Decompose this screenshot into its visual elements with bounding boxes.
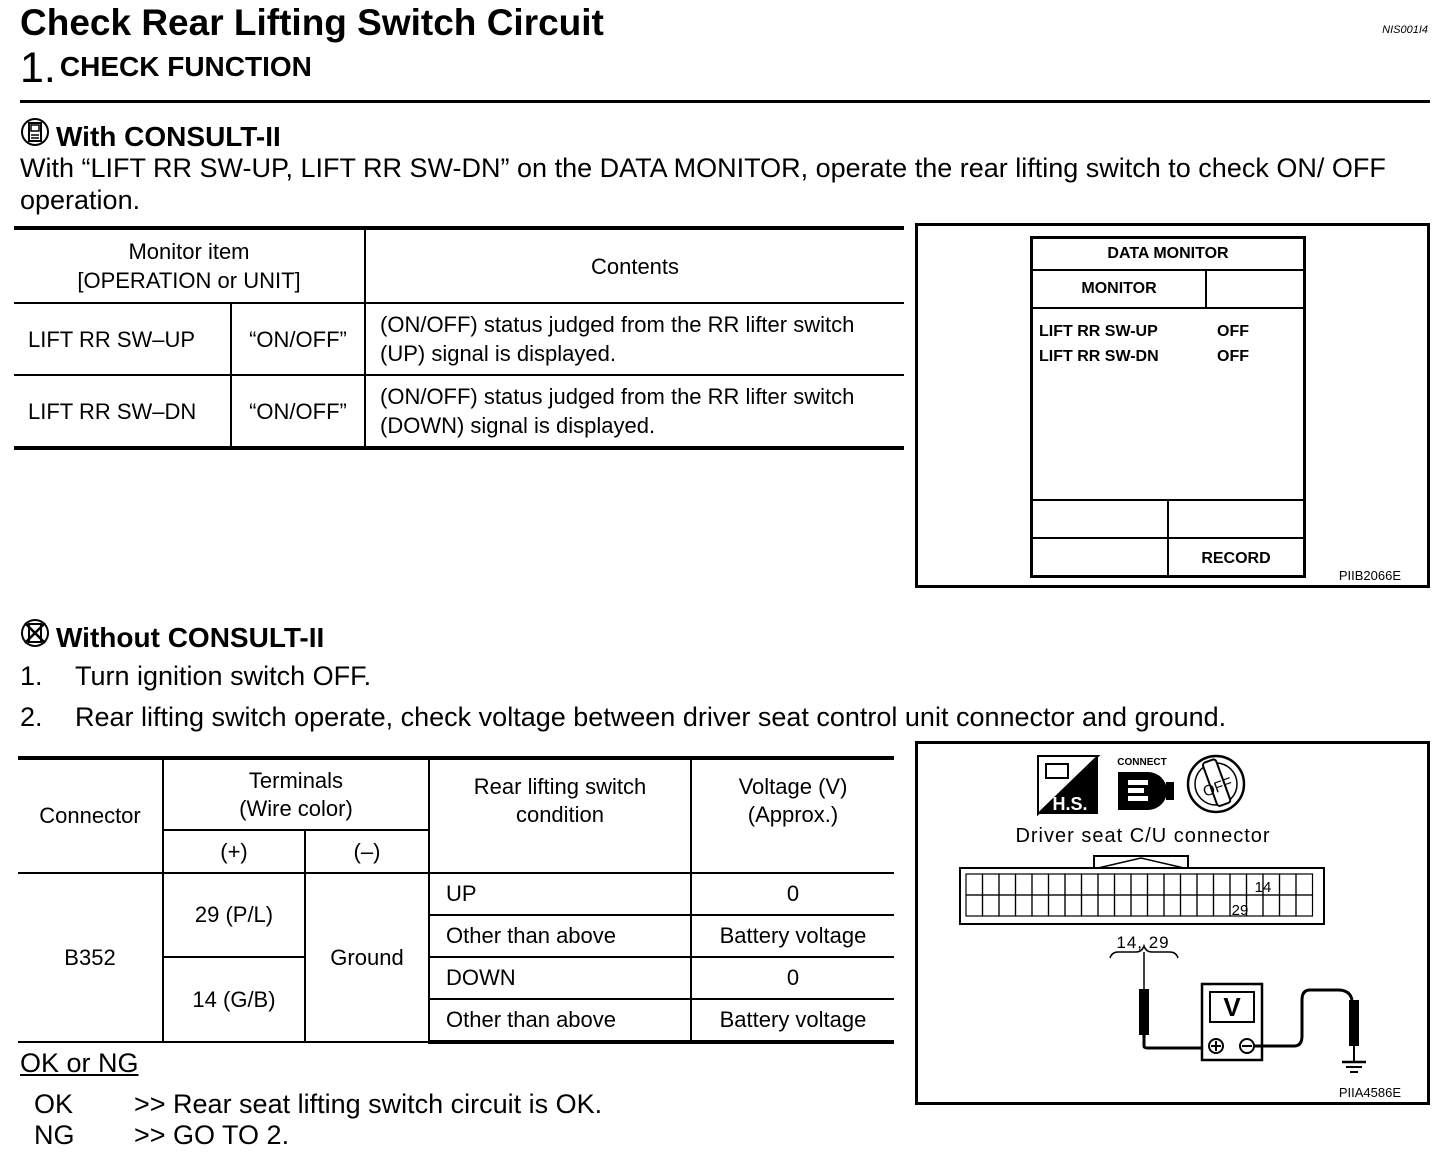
voltage-check-table — [18, 756, 894, 1044]
monitor-item-cell: LIFT RR SW–DN — [14, 375, 231, 448]
connector-pin — [1032, 874, 1049, 895]
ok-text: >> Rear seat lifting switch circuit is OK. — [134, 1089, 603, 1119]
monitor-items — [1033, 309, 1303, 501]
voltage-cell: 0 — [691, 957, 894, 999]
result-ng-row — [34, 1120, 289, 1151]
negative-wire — [1254, 990, 1352, 1046]
contents-cell — [365, 375, 904, 448]
connector-pin — [983, 874, 1000, 895]
connector-pin — [1181, 874, 1198, 895]
connector-pin — [1197, 874, 1214, 895]
voltage-header-line1: Voltage (V) — [738, 774, 848, 799]
header-divider — [20, 100, 1430, 103]
condition-header-line2: condition — [515, 802, 605, 827]
screen-button-row — [1033, 501, 1303, 539]
blank-button[interactable] — [1033, 539, 1169, 575]
blank-button[interactable] — [1169, 501, 1303, 537]
off-label: OFF — [1200, 774, 1235, 801]
connector-pin — [1214, 874, 1231, 895]
monitor-item-header-line2: [OPERATION or UNIT] — [77, 268, 301, 293]
condition-header-line1: Rear lifting switch — [473, 774, 647, 799]
data-monitor-screen — [1030, 236, 1306, 578]
monitor-item-table — [14, 226, 904, 450]
table-header-row — [18, 758, 894, 830]
connector-diagram — [918, 744, 1421, 1096]
result-ok-row — [34, 1089, 602, 1120]
connector-pin — [1115, 874, 1132, 895]
no-consult-tool-icon — [20, 618, 50, 655]
condition-cell: Other than above — [429, 915, 691, 957]
voltage-cell: Battery voltage — [691, 915, 894, 957]
connector-cell: B352 — [18, 873, 163, 1042]
connector-pin — [1065, 895, 1082, 916]
ignition-off-icon — [1188, 756, 1244, 812]
step-number: 1. — [20, 44, 56, 92]
step-heading — [20, 44, 312, 93]
monitor-item-cell: LIFT RR SW–UP — [14, 303, 231, 375]
monitor-item-name: LIFT RR SW-DN — [1039, 348, 1159, 365]
minus-terminal-header: (–) — [305, 830, 429, 873]
table-row — [14, 303, 904, 375]
connector-pin — [1164, 874, 1181, 895]
monitor-item-header — [14, 228, 365, 303]
connector-pin — [1296, 895, 1313, 916]
list-text: Rear lifting switch operate, check voltage between driver seat control unit connector and ground. — [75, 702, 1227, 732]
plus-terminal-header: (+) — [163, 830, 305, 873]
harness-side-icon — [1038, 756, 1098, 814]
contents-header: Contents — [365, 228, 904, 303]
ng-key: NG — [34, 1120, 75, 1150]
connector-pin — [1049, 874, 1066, 895]
contents-line: (ON/OFF) status judged from the RR lifter switch — [380, 384, 855, 409]
screen-button-row — [1033, 539, 1303, 575]
contents-line: (DOWN) signal is displayed. — [380, 413, 656, 438]
figure-id: PIIB2066E — [1338, 568, 1401, 583]
connector-pin — [966, 895, 983, 916]
connector-pin — [1214, 895, 1231, 916]
connector-label: Driver seat C/U connector — [1015, 825, 1271, 847]
connector-pin — [999, 895, 1016, 916]
connector-pin — [1131, 874, 1148, 895]
terminal-cell: 29 (P/L) — [163, 873, 305, 957]
table-row — [18, 873, 894, 915]
connector-pin — [1032, 895, 1049, 916]
connector-pin — [1049, 895, 1066, 916]
monitor-item-name: LIFT RR SW-UP — [1039, 323, 1158, 340]
consult-tool-icon — [20, 117, 50, 154]
connector-pin — [1263, 895, 1280, 916]
connector-pin — [1296, 874, 1313, 895]
ground-cell: Ground — [305, 873, 429, 1042]
voltage-header-line2: (Approx.) — [747, 802, 839, 827]
data-monitor-figure — [915, 223, 1430, 588]
connector-body — [960, 856, 1324, 924]
voltmeter — [1202, 984, 1262, 1060]
ground-symbol — [1342, 1062, 1366, 1072]
consult-instruction: With “LIFT RR SW-UP, LIFT RR SW-DN” on the DATA MONITOR, operate the rear lifting switch to check ON/ OFF operation. — [20, 153, 1386, 215]
contents-cell — [365, 303, 904, 375]
connector-pin — [1164, 895, 1181, 916]
step-title: CHECK FUNCTION — [59, 50, 312, 82]
figure-id: PIIA4586E — [1338, 1085, 1401, 1100]
connector-pin — [1230, 874, 1247, 895]
consult-heading-text: With CONSULT-II — [56, 120, 281, 152]
unit-cell: “ON/OFF” — [231, 375, 365, 448]
connector-pin — [1016, 874, 1033, 895]
connector-pin — [1131, 895, 1148, 916]
list-number: 2. — [20, 702, 43, 732]
probe-label: 14, 29 — [1116, 933, 1170, 952]
connect-label: CONNECT — [1117, 757, 1167, 768]
record-button[interactable]: RECORD — [1201, 550, 1271, 567]
connector-pin — [1181, 895, 1198, 916]
connector-pin — [1098, 874, 1115, 895]
connector-pin — [1247, 895, 1264, 916]
monitor-column-header: MONITOR — [1033, 271, 1207, 307]
connector-pin — [1148, 895, 1165, 916]
terminals-header-line1: Terminals — [248, 767, 344, 793]
connector-pin — [1280, 874, 1297, 895]
connector-pin — [1115, 895, 1132, 916]
table-header-row — [14, 228, 904, 303]
connector-pin — [1197, 895, 1214, 916]
contents-line: (ON/OFF) status judged from the RR lifter switch — [380, 312, 855, 337]
connect-icon — [1117, 757, 1174, 810]
terminal-cell: 14 (G/B) — [163, 957, 305, 1042]
hs-label: H.S. — [1052, 794, 1088, 814]
document-id: NIS001I4 — [1382, 24, 1428, 36]
connector-pin — [1016, 895, 1033, 916]
monitor-item-header-line1: Monitor item — [128, 239, 250, 264]
voltage-cell: 0 — [691, 873, 894, 915]
ng-text: >> GO TO 2. — [134, 1120, 290, 1150]
value-column-header — [1207, 271, 1303, 307]
monitor-item-value: OFF — [1217, 323, 1249, 340]
connector-pin — [966, 874, 983, 895]
page-title: Check Rear Lifting Switch Circuit — [20, 2, 604, 43]
monitor-header-row — [1033, 271, 1303, 309]
unit-cell: “ON/OFF” — [231, 303, 365, 375]
list-item — [20, 702, 1226, 733]
connector-pin — [999, 874, 1016, 895]
data-monitor-title: DATA MONITOR — [1033, 239, 1303, 271]
positive-probe — [1139, 989, 1149, 1035]
monitor-item-row — [1039, 344, 1297, 369]
connector-pin — [1082, 874, 1099, 895]
no-consult-heading-text: Without CONSULT-II — [56, 621, 325, 653]
condition-header — [429, 758, 691, 873]
list-text: Turn ignition switch OFF. — [75, 661, 372, 691]
list-number: 1. — [20, 661, 43, 691]
result-heading: OK or NG — [20, 1048, 139, 1078]
connector-diagram-figure — [915, 741, 1430, 1105]
connector-header: Connector — [18, 758, 163, 873]
connector-pin — [983, 895, 1000, 916]
voltage-header — [691, 758, 894, 873]
condition-cell: Other than above — [429, 999, 691, 1042]
condition-cell: UP — [429, 873, 691, 915]
pin-label-29: 29 — [1231, 902, 1249, 919]
list-item — [20, 661, 371, 692]
connector-pin — [1082, 895, 1099, 916]
meter-label: V — [1223, 992, 1241, 1022]
voltage-cell: Battery voltage — [691, 999, 894, 1042]
ok-key: OK — [34, 1089, 74, 1119]
condition-cell: DOWN — [429, 957, 691, 999]
connector-pin — [1280, 895, 1297, 916]
terminals-header-line2: (Wire color) — [239, 795, 353, 821]
pin-label-14: 14 — [1254, 879, 1272, 896]
blank-button[interactable] — [1033, 501, 1169, 537]
terminals-header — [163, 758, 429, 830]
contents-line: (UP) signal is displayed. — [380, 341, 616, 366]
monitor-item-row — [1039, 319, 1297, 344]
connector-pin — [1098, 895, 1115, 916]
monitor-item-value: OFF — [1217, 348, 1249, 365]
no-consult-heading — [20, 621, 324, 658]
negative-probe — [1349, 1000, 1359, 1046]
connector-pin — [1148, 874, 1165, 895]
table-row — [14, 375, 904, 448]
connector-pin — [1065, 874, 1082, 895]
